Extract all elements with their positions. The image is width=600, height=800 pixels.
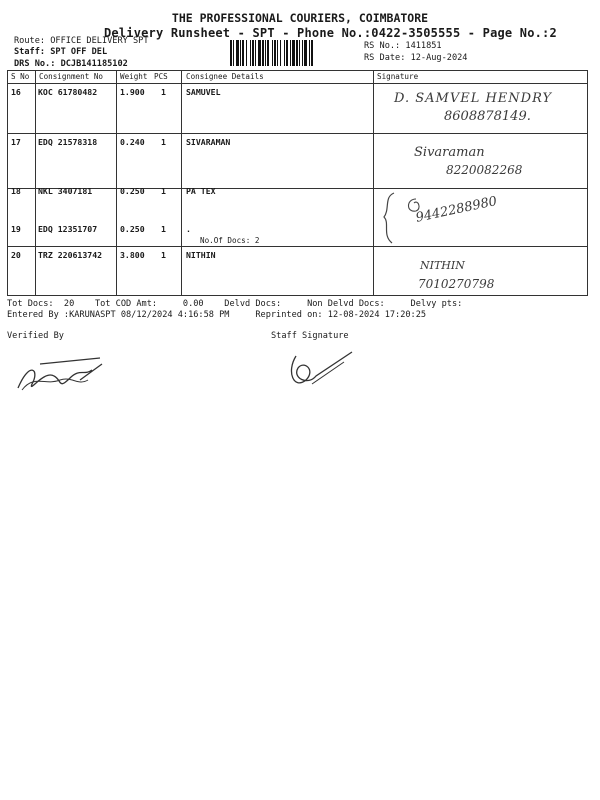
row-pcs: 1 xyxy=(161,87,166,97)
barcode xyxy=(230,40,356,66)
row-consignee: PA TEX xyxy=(186,186,216,196)
row-sno: 16 xyxy=(11,87,21,97)
handwritten-signature: D. SAMVEL HENDRY xyxy=(394,91,553,106)
handwritten-phone: 7010270798 xyxy=(418,277,495,291)
staff-signature-label: Staff Signature xyxy=(271,331,349,341)
col-header-weight: Weight xyxy=(120,72,148,81)
row-consignee: NITHIN xyxy=(186,250,216,260)
row-weight: 0.250 xyxy=(120,224,145,234)
row-weight: 1.900 xyxy=(120,87,145,97)
row-sno: 18 xyxy=(11,186,21,196)
docs-count: No.Of Docs: 2 xyxy=(200,236,260,245)
row-consignee: . xyxy=(186,224,191,234)
col-header-pcs: PCS xyxy=(154,72,168,81)
col-header-signature: Signature xyxy=(377,72,419,81)
verified-by-label: Verified By xyxy=(7,331,64,341)
totals-line: Tot Docs: 20 Tot COD Amt: 0.00 Delvd Docs: Non Delvd Docs: Delvy pts: xyxy=(7,299,463,309)
row-consignment: EDQ 12351707 xyxy=(38,224,98,234)
handwritten-signature: NITHIN xyxy=(420,259,465,272)
runsheet-table xyxy=(7,70,588,296)
verified-signature-icon xyxy=(10,350,110,400)
col-header-consignment: Consignment No xyxy=(39,72,104,81)
company-name: THE PROFESSIONAL COURIERS, COIMBATORE xyxy=(171,11,429,25)
row-weight: 3.800 xyxy=(120,250,145,260)
rs-number: RS No.: 1411851 xyxy=(364,41,442,51)
staff-signature-icon xyxy=(282,346,362,396)
row-consignment: EDQ 21578318 xyxy=(38,137,98,147)
row-consignee: SAMUVEL xyxy=(186,87,221,97)
row-weight: 0.250 xyxy=(120,186,145,196)
row-weight: 0.240 xyxy=(120,137,145,147)
row-consignee: SIVARAMAN xyxy=(186,137,231,147)
handwritten-phone: 8608878149. xyxy=(444,109,531,124)
route-label: Route: OFFICE DELIVERY SPT xyxy=(14,36,149,46)
runsheet-title: Delivery Runsheet - SPT - Phone No.:0422-3505555 - Page No.:2 xyxy=(104,26,557,40)
row-pcs: 1 xyxy=(161,224,166,234)
row-pcs: 1 xyxy=(161,186,166,196)
staff-label: Staff: SPT OFF DEL xyxy=(14,47,108,57)
row-consignment: TRZ 220613742 xyxy=(38,250,103,260)
rs-date: RS Date: 12-Aug-2024 xyxy=(364,53,468,63)
entered-by-line: Entered By :KARUNASPT 08/12/2024 4:16:58 PM Reprinted on: 12-08-2024 17:20:25 xyxy=(7,310,427,320)
row-pcs: 1 xyxy=(161,137,166,147)
handwritten-phone: 9442288980 xyxy=(414,193,499,226)
row-consignment: KOC 61780482 xyxy=(38,87,98,97)
drs-number: DRS No.: DCJB141185102 xyxy=(14,59,128,69)
row-sno: 19 xyxy=(11,224,21,234)
handwritten-signature: Sivaraman xyxy=(414,145,485,160)
row-sno: 20 xyxy=(11,250,21,260)
col-header-consignee: Consignee Details xyxy=(186,72,264,81)
handwritten-phone: 8220082268 xyxy=(446,163,523,177)
row-pcs: 1 xyxy=(161,250,166,260)
row-sno: 17 xyxy=(11,137,21,147)
col-header-sno: S No xyxy=(11,72,30,81)
row-consignment: NKL 3407181 xyxy=(38,186,93,196)
